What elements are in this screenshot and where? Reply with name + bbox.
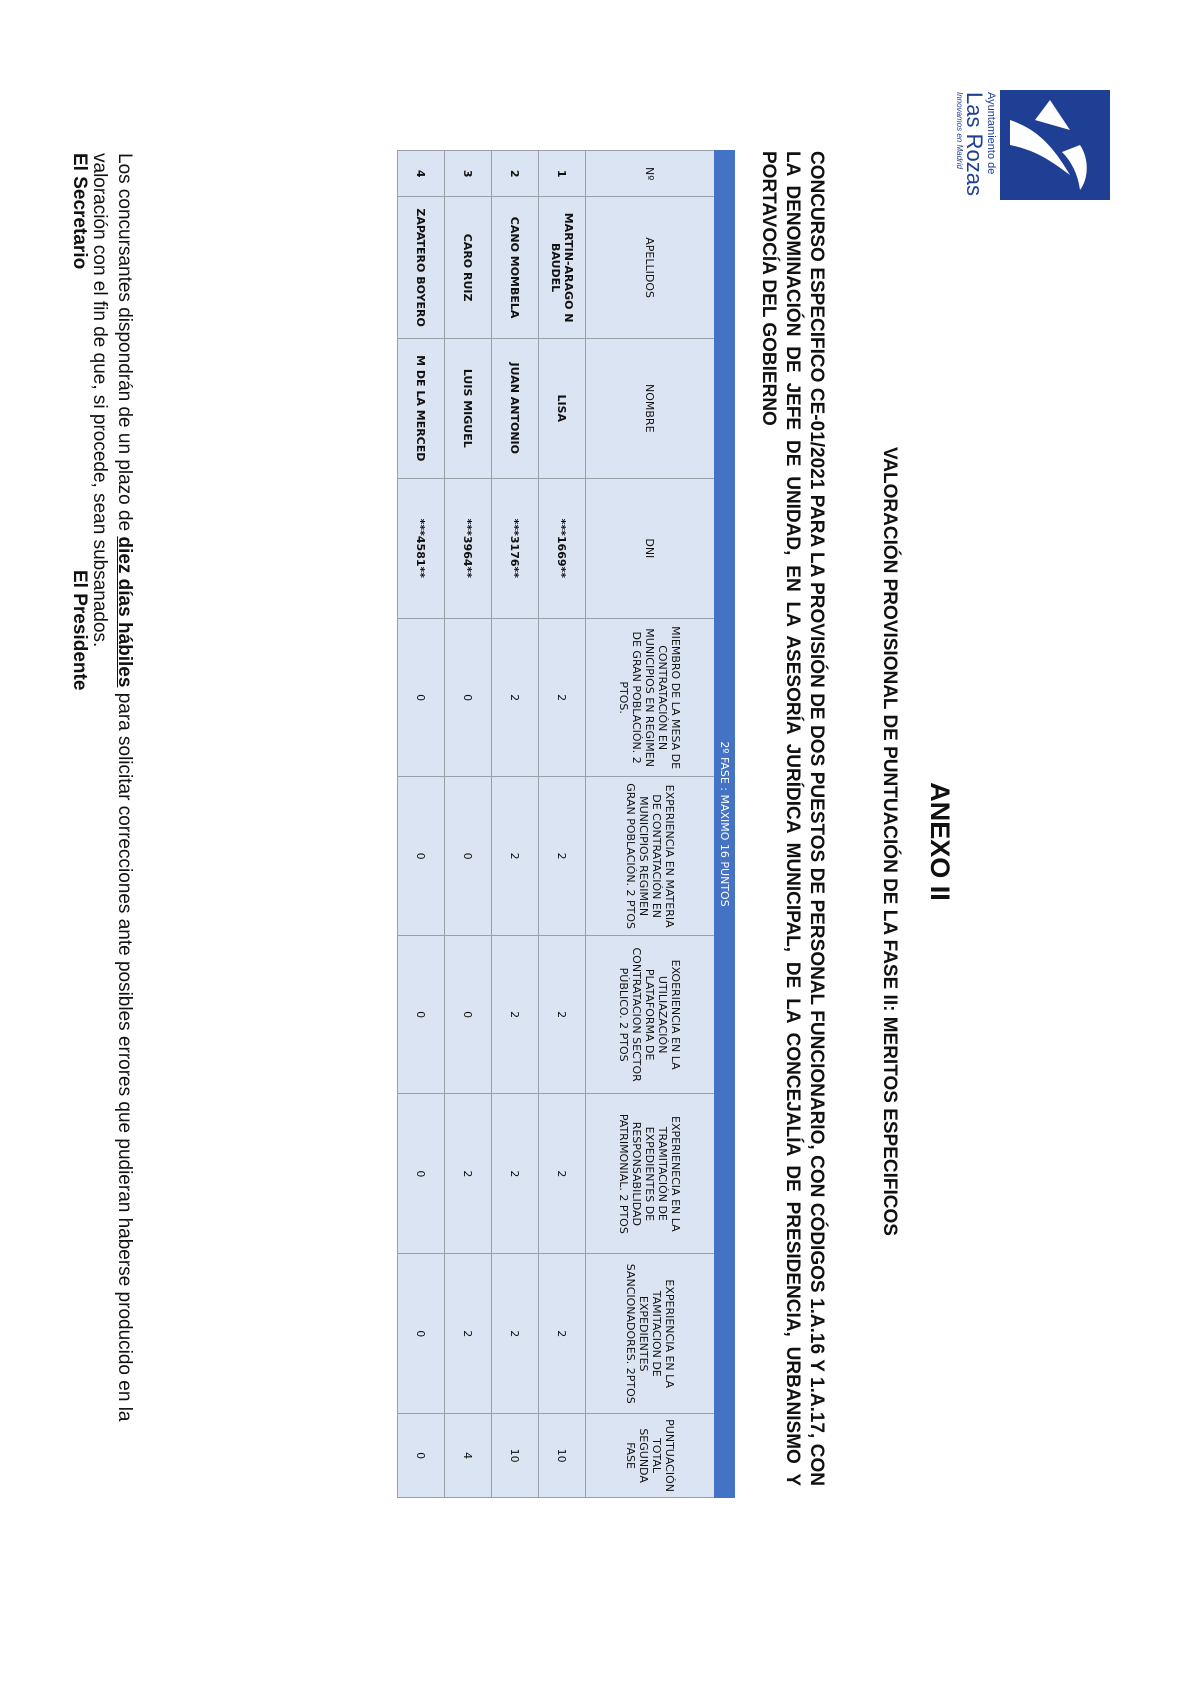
- cell-m4: 2: [492, 1094, 539, 1254]
- cell-m3: 0: [398, 935, 445, 1094]
- cell-num: 3: [445, 151, 492, 197]
- cell-num: 4: [398, 151, 445, 197]
- cell-m2: 0: [445, 777, 492, 936]
- anexo-title: ANEXO II: [925, 782, 955, 901]
- table-row: [398, 151, 445, 1498]
- table-row: [492, 151, 539, 1498]
- cell-dni: ***1669**: [539, 478, 586, 618]
- header-apellidos: APELLIDOS: [586, 197, 715, 338]
- cell-num: 2: [492, 151, 539, 197]
- cell-m1: 2: [539, 618, 586, 777]
- cell-total: 0: [398, 1414, 445, 1498]
- logo-line2: Las Rozas: [962, 92, 987, 196]
- cell-m5: 2: [539, 1254, 586, 1414]
- header-dni: DNI: [586, 478, 715, 618]
- header-row: [586, 151, 715, 1498]
- cell-m3: 0: [445, 935, 492, 1094]
- header-nombre: NOMBRE: [586, 338, 715, 478]
- logo-wordmark: [955, 92, 996, 222]
- note-highlight: diez días hábiles: [114, 536, 135, 688]
- table-row: [539, 151, 586, 1498]
- las-rozas-emblem-icon: [1000, 90, 1110, 200]
- cell-nombre: JUAN ANTONIO: [492, 338, 539, 478]
- cell-apellidos: CANO MOMBELA: [492, 197, 539, 338]
- cell-m1: 0: [398, 618, 445, 777]
- cell-m1: 0: [445, 618, 492, 777]
- header-plataforma-contratacion: EXOERIENCIA EN LA UTILIAZACIÓN PLATAFORMA DE CONTRATACION SECTOR PÚBLICO. 2 PTOS: [586, 935, 715, 1094]
- cell-total: 4: [445, 1414, 492, 1498]
- cell-m5: 2: [492, 1254, 539, 1414]
- cell-m2: 2: [539, 777, 586, 936]
- note-after: para solicitar correcciones ante posibles errores que pudieran haberse producido en la valoración con el fin de que, si procede, sean subsanados.: [89, 153, 135, 1422]
- logo-line3: Innovamos en Madrid: [955, 92, 964, 169]
- cell-m5: 0: [398, 1254, 445, 1414]
- cell-m3: 2: [539, 935, 586, 1094]
- note-before: Los concursantes dispondrán de un plazo de: [114, 153, 135, 537]
- cell-m1: 2: [492, 618, 539, 777]
- cell-apellidos: CARO RUIZ: [445, 197, 492, 338]
- header-expedientes-sancionadores: EXPERIENCIA EN LA TAMITACION DE EXPEDIENTES SANCIONADORES. 2PTOS: [586, 1254, 715, 1414]
- signature-presidente: El Presidente: [69, 570, 90, 691]
- cell-m4: 2: [445, 1094, 492, 1254]
- cell-m4: 0: [398, 1094, 445, 1254]
- cell-m5: 2: [445, 1254, 492, 1414]
- header-num: Nº: [586, 151, 715, 197]
- table-row: [445, 151, 492, 1498]
- cell-m2: 2: [492, 777, 539, 936]
- cell-total: 10: [492, 1414, 539, 1498]
- cell-dni: ***3964**: [445, 478, 492, 618]
- cell-apellidos: ZAPATERO BOYERO: [398, 197, 445, 338]
- header-total: PUNTUACIÓN TOTAL SEGUNDA FASE: [586, 1414, 715, 1498]
- cell-m2: 0: [398, 777, 445, 936]
- concurso-description: CONCURSO ESPECIFICO CE-01/2021 PARA LA PROVISIÓN DE DOS PUESTOS DE PERSONAL FUNCIONARIO, CON CÓDIGOS 1.A.16 Y 1.A.17, CON LA DENOMINACIÓN DE JEFE DE UNIDAD, EN LA ASESORÍA JURÍDICA MUNICIPAL, DE LA CONCEJALÍA DE PRESIDENCIA, URBANISMO Y PORTAVOCÍA DEL GOBIERNO: [758, 151, 827, 1486]
- page-subtitle: VALORACIÓN PROVISIONAL DE PUNTUACIÓN DE LA FASE II: MERITOS ESPECIFICOS: [879, 447, 900, 1236]
- cell-dni: ***3176**: [492, 478, 539, 618]
- phase-band-row: [715, 151, 735, 1498]
- header-mesa-contratacion: MIEMBRO DE LA MESA DE CONTRATACIÓN EN MUNICIPIOS EN REGIMEN DE GRAN POBLACIÓN. 2 PTOS.: [586, 618, 715, 777]
- logo-line1: Ayuntamiento de: [985, 92, 997, 175]
- cell-apellidos: MARTIN-ARAGO N BAUDEL: [539, 197, 586, 338]
- cell-total: 10: [539, 1414, 586, 1498]
- header-responsabilidad-patrimonial: EXPERIENECIA EN LA TRAMITACIÓN DE EXPEDIENTES DE RESPONSABILIDAD PATRIMONIAL. 2 PTOS: [586, 1094, 715, 1254]
- cell-dni: ***4581**: [398, 478, 445, 618]
- cell-nombre: M DE LA MERCED: [398, 338, 445, 478]
- cell-m3: 2: [492, 935, 539, 1094]
- cell-num: 1: [539, 151, 586, 197]
- cell-nombre: LISA: [539, 338, 586, 478]
- scores-table: [397, 150, 735, 1498]
- corrections-note: [87, 153, 137, 1423]
- cell-m4: 2: [539, 1094, 586, 1254]
- signature-secretario: El Secretario: [69, 153, 90, 270]
- cell-nombre: LUIS MIGUEL: [445, 338, 492, 478]
- phase-band: 2º FASE : MAXIMO 16 PUNTOS: [715, 151, 735, 1498]
- header-experiencia-contratacion: EXPERIENCIA EN MATERIA DE CONTRATACIÓN EN MUNICIPIOS REGIMEN GRAN POBLACIÓN. 2 PTOS: [586, 777, 715, 936]
